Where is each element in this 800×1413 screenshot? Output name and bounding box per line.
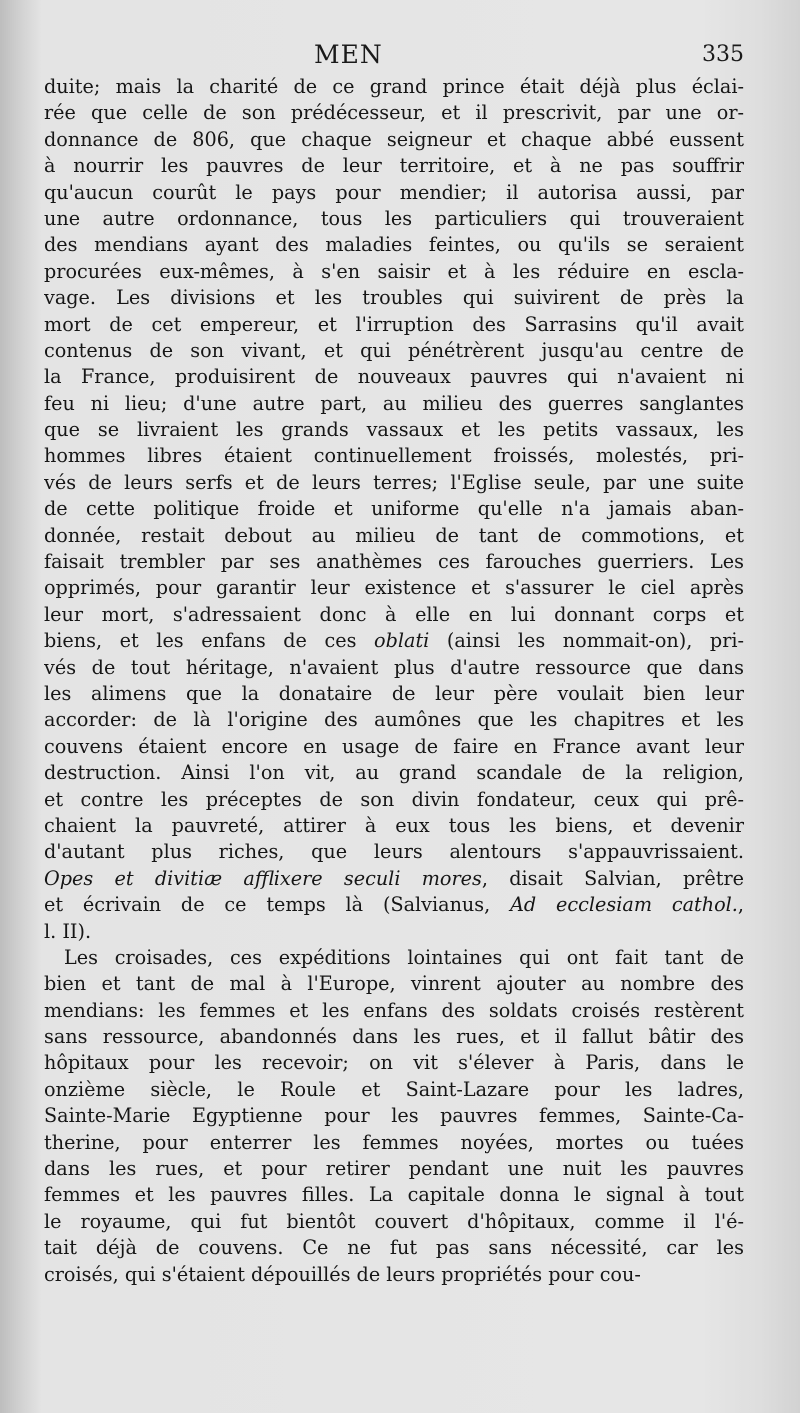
italic-text: oblati [374,629,430,653]
italic-text: Ad ecclesiam cathol. [510,893,738,917]
text-line: le royaume, qui fut bientôt couvert d'hôpitaux, comme il l'é- [44,1209,744,1233]
text-line: l. II). [44,919,92,943]
text-segment: (ainsi les nommait-on), pri- [429,629,744,653]
text-line: opprimés, pour garantir leur existence et s'assurer le ciel après [44,576,744,600]
text-line: une autre ordonnance, tous les particuliers qui trouveraient [44,206,744,230]
text-line: Sainte-Marie Egyptienne pour les pauvres femmes, Sainte-Ca- [44,1104,744,1128]
text-line: les alimens que la donataire de leur père voulait bien leur [44,681,744,705]
text-line: femmes et les pauvres filles. La capitale donna le signal à tout [44,1183,744,1207]
text-line: chaient la pauvreté, attirer à eux tous les biens, et devenir [44,813,744,837]
running-head: MEN [314,40,383,69]
text-line: leur mort, s'adressaient donc à elle en lui donnant corps et [44,602,744,626]
text-line: tait déjà de couvens. Ce ne fut pas sans nécessité, car les [44,1236,744,1260]
text-segment: , disait Salvian, prêtre [481,866,744,890]
text-line: et contre les préceptes de son divin fondateur, ceux qui prê- [44,787,744,811]
text-line: vés de leurs serfs et de leurs terres; l'Eglise seule, par une suite [44,470,744,494]
text-line: accorder: de là l'origine des aumônes que les chapitres et les [44,708,744,732]
text-line: rée que celle de son prédécesseur, et il prescrivit, par une or- [44,101,744,125]
text-line: couvens étaient encore en usage de faire en France avant leur [44,734,744,758]
text-line: hommes libres étaient continuellement froissés, molestés, pri- [44,444,744,468]
text-line: dans les rues, et pour retirer pendant une nuit les pauvres [44,1157,744,1181]
text-line: duite; mais la charité de ce grand prince était déjà plus éclai- [44,75,744,98]
text-line: qu'aucun courût le pays pour mendier; il autorisa aussi, par [44,180,744,204]
text-line: procurées eux-mêmes, à s'en saisir et à les réduire en escla- [44,259,744,283]
text-line: bien et tant de mal à l'Europe, vinrent ajouter au nombre des [44,972,744,996]
text-line [44,866,744,892]
text-line [44,892,744,918]
text-line: croisés, qui s'étaient dépouillés de leurs propriétés pour cou- [44,1262,641,1286]
text-line: donnée, restait debout au milieu de tant de commotions, et [44,523,744,547]
text-line: d'autant plus riches, que leurs alentours s'appauvrissaient. [44,840,744,864]
text-line: sans ressource, abandonnés dans les rues, et il fallut bâtir des [44,1025,744,1049]
text-line: onzième siècle, le Roule et Saint-Lazare pour les ladres, [44,1077,744,1101]
text-line: faisait trembler par ses anathèmes ces farouches guerriers. Les [44,550,744,574]
text-line: vés de tout héritage, n'avaient plus d'autre ressource que dans [44,655,744,679]
text-segment: et écrivain de ce temps là (Salvianus, [44,893,511,917]
text-line: feu ni lieu; d'une autre part, au milieu des guerres sanglantes [44,391,744,415]
text-line: que se livraient les grands vassaux et les petits vassaux, les [44,418,744,442]
text-line: des mendians ayant des maladies feintes, ou qu'ils se seraient [44,233,744,257]
text-segment: biens, et les enfans de ces [44,629,375,653]
text-line: de cette politique froide et uniforme qu'elle n'a jamais aban- [44,497,744,521]
text-segment: , [737,893,744,917]
text-line: destruction. Ainsi l'on vit, au grand scandale de la religion, [44,761,744,785]
text-line [44,628,744,654]
italic-text: Opes et divitiæ afflixere seculi mores [44,866,482,890]
page-number: 335 [702,42,744,67]
text-line: contenus de son vivant, et qui pénétrèrent jusqu'au centre de [44,338,744,362]
text-line: vage. Les divisions et les troubles qui suivirent de près la [44,286,744,310]
text-line: la France, produisirent de nouveaux pauvres qui n'avaient ni [44,365,744,389]
body-text [44,74,744,1288]
text-line: à nourrir les pauvres de leur territoire, et à ne pas souffrir [44,154,744,178]
text-line: hôpitaux pour les recevoir; on vit s'élever à Paris, dans le [44,1051,744,1075]
text-line: mort de cet empereur, et l'irruption des Sarrasins qu'il avait [44,312,744,336]
text-line: donnance de 806, que chaque seigneur et chaque abbé eussent [44,127,744,151]
text-line: therine, pour enterrer les femmes noyées, mortes ou tuées [44,1130,744,1154]
text-line: mendians: les femmes et les enfans des soldats croisés restèrent [44,998,744,1022]
page-header [44,40,744,76]
text-line: Les croisades, ces expéditions lointaines qui ont fait tant de [64,945,744,969]
